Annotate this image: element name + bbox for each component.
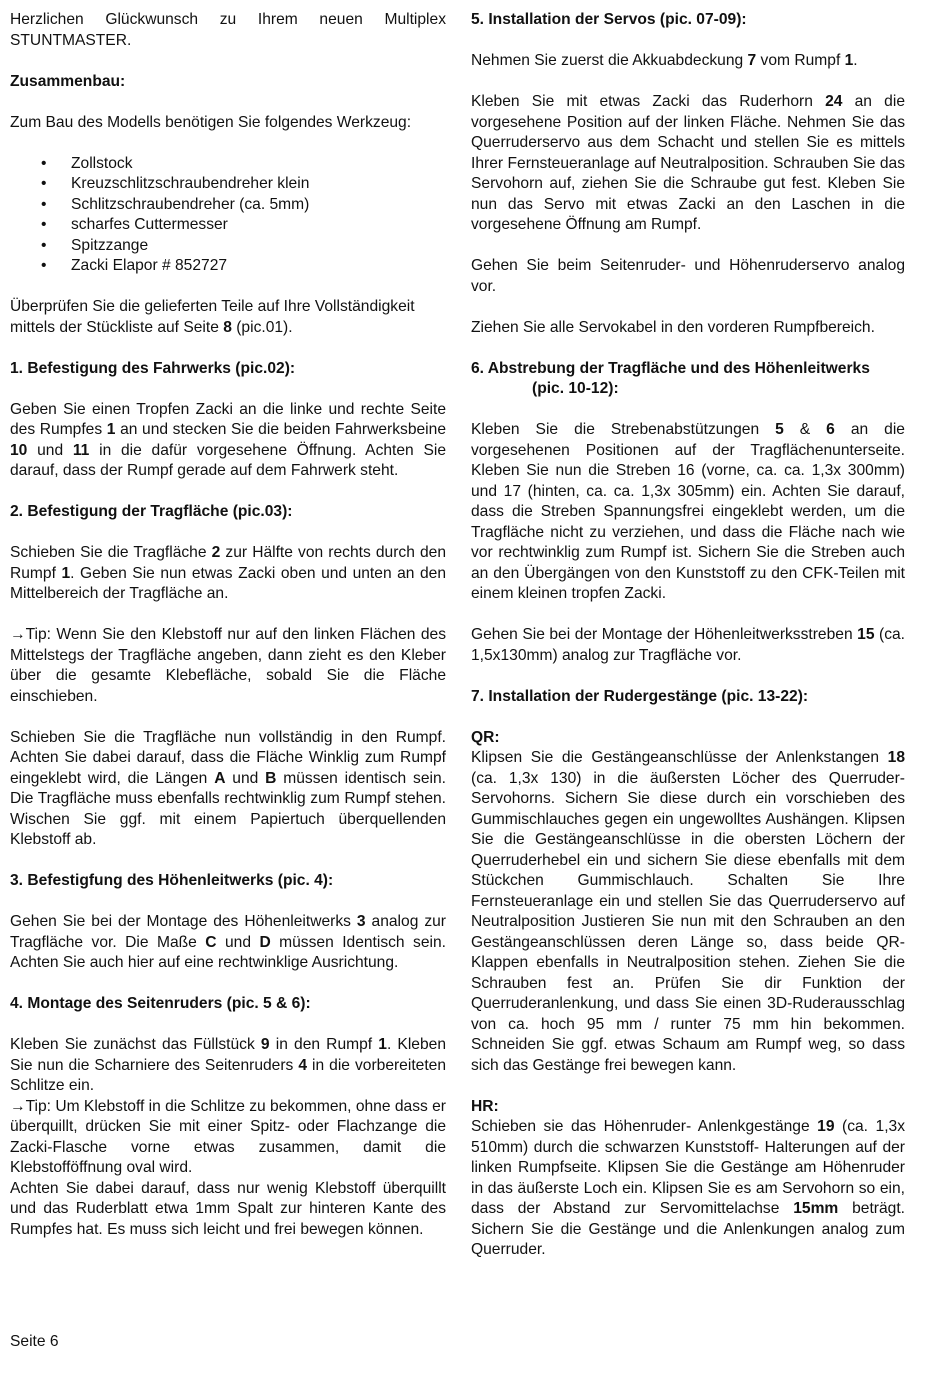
- section-5-text-1: Nehmen Sie zuerst die Akkuabdeckung 7 vom Rumpf 1.: [471, 52, 858, 69]
- section-2-text-2: Schieben Sie die Tragfläche nun vollständig in den Rumpf. Achten Sie dabei darauf, dass die Fläche Winklig zum Rumpf eingeklebt wird, die Längen A und B müssen identisch sein. Die Tragfläche muss ebenfalls rechtwinklig zum Rumpf stehen. Wischen Sie ggf. mit einem Papiertuch überquellenden Klebstoff ab.: [10, 728, 446, 848]
- bullet-icon: •: [41, 257, 47, 274]
- tool-item: • Kreuzschlitzschraubendreher klein: [10, 174, 446, 195]
- section-6-text-2: Gehen Sie bei der Montage der Höhenleitwerksstreben 15 (ca. 1,5x130mm) analog zur Tragfläche vor.: [471, 626, 906, 664]
- qr-text: Klipsen Sie die Gestängeanschlüsse der Anlenkstangen 18 (ca. 1,3x 130) in die äußersten Löcher des Querruder-Servohorns. Sichern Sie diese durch ein vorschieben des Gummischlauches gegen ein ungewolltes Aushängen. Klipsen Sie die Gestängeanschlüsse in die obersten Löchern der Querruderhebel ein und sichern Sie diese ebenfalls mit dem Stückchen Gummischlauch. Schalten Sie Ihre Fernsteueranlage ein und stellen Sie das Querruderservo auf Neutralposition Justieren Sie nun mit den Schrauben an den Gestängeanschlüssen deren Länge so, dass beide QR-Klappen ebenfalls in Neutralposition stehen. Ziehen Sie die Schrauben fest an. Prüfen Sie dir Funktion der Querruderanlenkung, und dass Sie einen 3D-Ruderausschlag von ca. hoch 95 mm / runter 75 mm hin bekommen. Schneiden Sie ggf. etwas Schaum am Rumpf weg, so dass sich das Gestänge frei bewegen kann.: [471, 749, 905, 1074]
- section-5-text-3: Gehen Sie beim Seitenruder- und Höhenruderservo analog vor.: [471, 257, 905, 295]
- section-3-title: 3. Befestigfung des Höhenleitwerks (pic. 4):: [10, 872, 334, 889]
- section-1-text: Geben Sie einen Tropfen Zacki an die linke und rechte Seite des Rumpfes 1 an und stecken Sie die beiden Fahrwerksbeine 10 und 11 in die dafür vorgesehene Öffnung. Achten Sie darauf, dass der Rumpf gerade auf dem Fahrwerk steht.: [10, 400, 446, 479]
- left-column: [10, 10, 446, 1261]
- bullet-icon: •: [41, 195, 47, 213]
- tools-list: [10, 154, 446, 277]
- section-4-tip: →Tip: Um Klebstoff in die Schlitze zu bekommen, ohne dass er überquillt, drücken Sie mit einer Spitz- oder Flachzange die Zacki-Flasche vorne etwas zusammen, damit die Klebstofföffnung oval wird.: [10, 1097, 446, 1176]
- section-4-text: Kleben Sie zunächst das Füllstück 9 in den Rumpf 1. Kleben Sie nun die Scharniere des Seitenruders 4 in die vorbereiteten Schlitze ein.: [10, 1036, 446, 1094]
- tool-item: • Schlitzschraubendreher (ca. 5mm): [10, 195, 446, 216]
- page-number: Seite 6: [10, 1333, 59, 1350]
- section-4-title: 4. Montage des Seitenruders (pic. 5 & 6):: [10, 995, 311, 1012]
- tool-item: • Spitzzange: [10, 236, 446, 257]
- section-2-title: 2. Befestigung der Tragfläche (pic.03):: [10, 503, 293, 520]
- section-5-text-4: Ziehen Sie alle Servokabel in den vorderen Rumpfbereich.: [471, 318, 875, 336]
- section-5-title: 5. Installation der Servos (pic. 07-09):: [471, 11, 747, 28]
- section-2-text: Schieben Sie die Tragfläche 2 zur Hälfte von rechts durch den Rumpf 1. Geben Sie nun etwas Zacki oben und unten an den Mittelbereich der Tragfläche an.: [10, 544, 446, 602]
- section-7-title: 7. Installation der Rudergestänge (pic. 13-22):: [471, 687, 809, 705]
- section-6-title: 6. Abstrebung der Tragfläche und des Höhenleitwerks (pic. 10-12):: [471, 359, 870, 397]
- qr-heading: QR:: [471, 728, 500, 746]
- section-1-title: 1. Befestigung des Fahrwerks (pic.02):: [10, 359, 296, 377]
- section-3-text: Gehen Sie bei der Montage des Höhenleitwerks 3 analog zur Tragfläche vor. Die Maße C und D müssen Identisch sein. Achten Sie auch hier auf eine rechtwinklige Ausrichtung.: [10, 913, 446, 971]
- section-5-text-2: Kleben Sie mit etwas Zacki das Ruderhorn 24 an die vorgesehene Position auf der linken Fläche. Nehmen Sie das Querruderservo aus dem Schacht und stellen Sie es mittels Ihrer Fernsteueranlage auf Neutralposition. Schrauben Sie das Servohorn auf, ziehen Sie die Schraube gut fest. Kleben Sie nun das Servo mit etwas Zacki an den Laschen in die vorgesehene Öffnung am Rumpf.: [471, 93, 905, 233]
- bullet-icon: •: [41, 216, 47, 233]
- section-4-text-2: Achten Sie dabei darauf, dass nur wenig Klebstoff überquillt und das Ruderblatt etwa 1mm Spalt zur hinteren Kante des Rumpfes hat. Es muss sich leicht und frei bewegen können.: [10, 1179, 446, 1238]
- check-text: Überprüfen Sie die gelieferten Teile auf Ihre Vollständigkeit mittels der Stückliste auf Seite 8 (pic.01).: [10, 298, 415, 336]
- assembly-heading: Zusammenbau:: [10, 72, 126, 90]
- bullet-icon: •: [41, 236, 47, 254]
- intro-text: Herzlichen Glückwunsch zu Ihrem neuen Multiplex STUNTMASTER.: [10, 11, 446, 49]
- tools-intro: Zum Bau des Modells benötigen Sie folgendes Werkzeug:: [10, 113, 412, 131]
- section-6-text-1: Kleben Sie die Strebenabstützungen 5 & 6 an die vorgesehenen Positionen auf der Tragflächenunterseite. Kleben Sie nun die Streben 16 (vorne, ca. ca. 1,3x 300mm) und 17 (hinten, ca. ca. 1,3x 305mm) ein. Achten Sie darauf, dass die Streben Spannungsfrei eingeklebt werden, um die Tragfläche nicht zu verziehen, und dass die Fläche nach wie vor rechtwinklig zum Rumpf ist. Sichern Sie die Streben auch an den Übergängen von den Kunststoff zu den CFK-Teilen mit einem kleinen tropfen Zacki.: [471, 421, 905, 602]
- hr-text: Schieben sie das Höhenruder- Anlenkgestänge 19 (ca. 1,3x 510mm) durch die schwarzen Kunststoff- Halterungen auf der linken Rumpfseite. Klipsen Sie die Gestänge am Höhenruder in das äußerste Loch ein. Klipsen Sie es am Servohorn so ein, dass der Abstand zur Servomittelachse 15mm beträgt. Sichern Sie die Gestänge und die Anlenkungen analog zum Querruder.: [471, 1118, 905, 1258]
- bullet-icon: •: [41, 154, 47, 172]
- section-2-tip: →Tip: Wenn Sie den Klebstoff nur auf den linken Flächen des Mittelstegs der Tragfläche angeben, dann zieht es den Kleber über die gesamte Klebefläche, sobald Sie die Fläche einschieben.: [10, 626, 446, 705]
- right-column: [471, 10, 905, 1281]
- tool-item: • Zollstock: [10, 154, 446, 175]
- tool-item: • scharfes Cuttermesser: [10, 215, 446, 236]
- tool-item: • Zacki Elapor # 852727: [10, 256, 446, 277]
- hr-heading: HR:: [471, 1097, 499, 1115]
- bullet-icon: •: [41, 175, 47, 192]
